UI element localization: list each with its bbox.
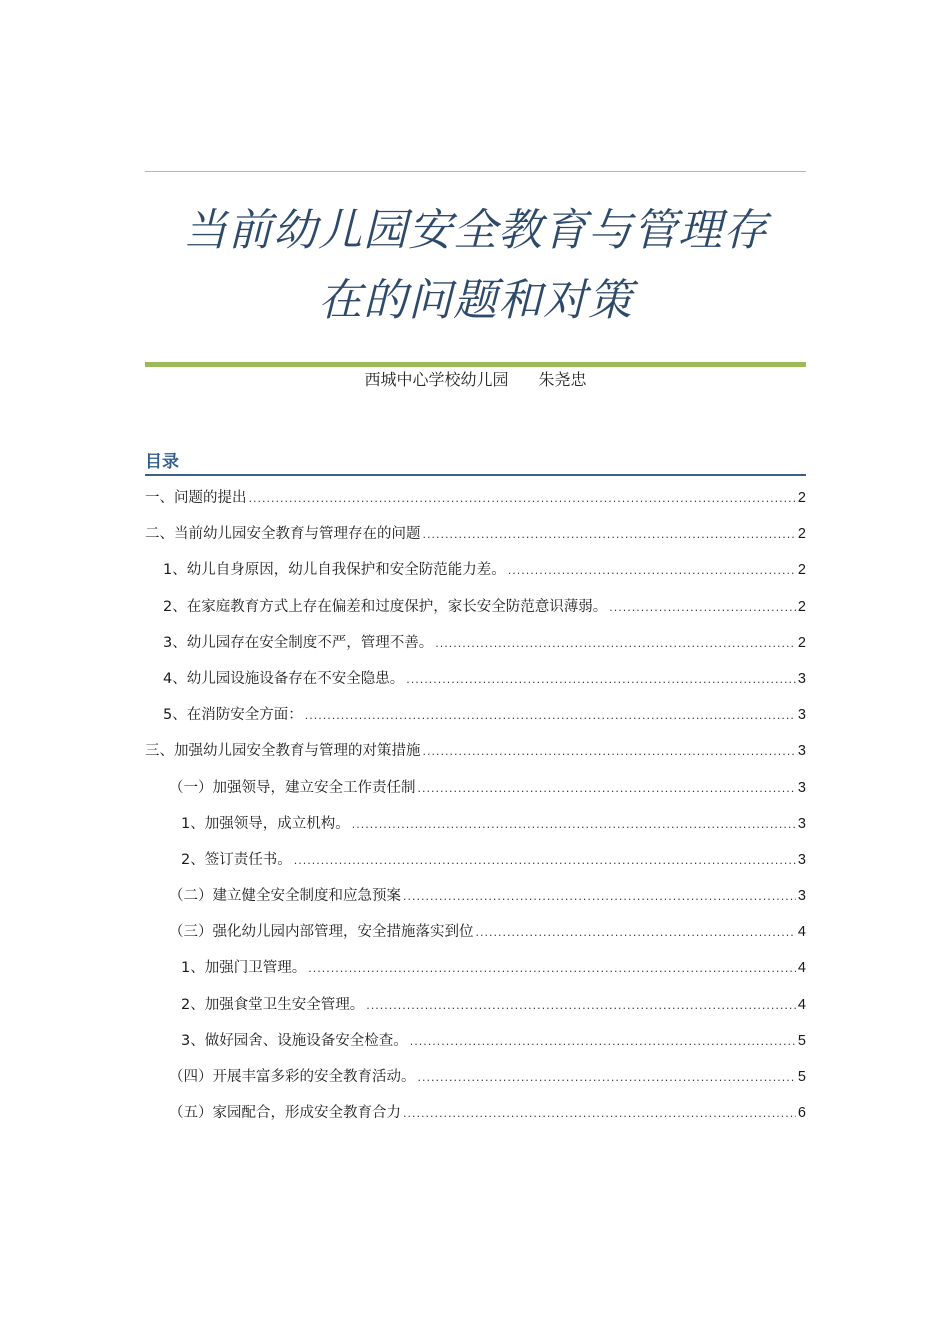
toc-entry-text: （二）建立健全安全制度和应急预案 [169, 888, 401, 905]
toc-page-number: 5 [797, 1032, 806, 1049]
toc-page-number: 2 [797, 598, 806, 615]
toc-entry[interactable] [145, 806, 806, 842]
title-line-1: 当前幼儿园安全教育与管理存 [183, 205, 768, 256]
toc-dot-leader [435, 626, 796, 662]
toc-page-number: 3 [797, 815, 806, 832]
toc-entry[interactable] [145, 516, 806, 552]
toc-entry-text: 1、加强领导，成立机构。 [181, 815, 350, 832]
toc-page-number: 2 [797, 526, 806, 543]
toc-dot-leader [423, 734, 796, 770]
toc-heading-rule [145, 474, 806, 476]
toc-entry-text: （五）家园配合，形成安全教育合力 [169, 1105, 401, 1122]
toc-page-number: 4 [797, 996, 806, 1013]
toc-entry[interactable] [145, 1023, 806, 1059]
toc-entry-text: 一、问题的提出 [145, 490, 247, 506]
toc-entry-text: 1、加强门卫管理。 [181, 960, 307, 977]
toc-entry-text: （一）加强领导，建立安全工作责任制 [169, 779, 416, 796]
toc-dot-leader [418, 771, 796, 807]
toc-dot-leader [305, 698, 796, 734]
toc-dot-leader [410, 1024, 796, 1060]
toc-page-number: 3 [797, 670, 806, 687]
toc-entry-text: 2、签订责任书。 [181, 851, 292, 868]
toc-entry[interactable] [145, 697, 806, 733]
toc-entry[interactable] [145, 733, 806, 769]
toc-entry[interactable] [145, 950, 806, 986]
toc-page-number: 3 [797, 743, 806, 760]
toc-entry-text: 3、做好园舍、设施设备安全检查。 [181, 1032, 408, 1049]
toc-entry-text: 4、幼儿园设施设备存在不安全隐患。 [163, 670, 405, 687]
toc-entry[interactable] [145, 1095, 806, 1131]
toc-entry-text: 3、幼儿园存在安全制度不严，管理不善。 [163, 634, 434, 651]
toc-page-number: 4 [797, 960, 806, 977]
document-title [145, 196, 806, 336]
toc-page-number: 2 [797, 562, 806, 579]
toc-dot-leader [294, 843, 796, 879]
title-underline [145, 362, 806, 367]
toc-entry[interactable] [145, 625, 806, 661]
toc-page-number: 2 [797, 490, 806, 506]
toc-entry[interactable] [145, 987, 806, 1023]
author-organization: 西城中心学校幼儿园 [364, 370, 509, 389]
toc-dot-leader [423, 517, 796, 553]
toc-dot-leader [476, 915, 796, 951]
toc-dot-leader [366, 988, 796, 1024]
toc-page-number: 3 [797, 707, 806, 724]
toc-entry[interactable] [145, 480, 806, 516]
toc-dot-leader [406, 662, 796, 698]
toc-dot-leader [403, 879, 796, 915]
toc-page-number: 3 [797, 888, 806, 905]
toc-entry-text: 1、幼儿自身原因，幼儿自我保护和安全防范能力差。 [163, 562, 506, 579]
toc-page-number: 3 [797, 851, 806, 868]
toc-page-number: 2 [797, 634, 806, 651]
toc-dot-leader [352, 807, 796, 843]
toc-heading: 目录 [145, 452, 179, 472]
toc-dot-leader [249, 481, 796, 517]
toc-entry-text: 三、加强幼儿园安全教育与管理的对策措施 [145, 743, 421, 760]
top-divider [145, 171, 806, 172]
toc-page-number: 4 [797, 924, 806, 941]
toc-entry[interactable] [145, 1059, 806, 1095]
toc-dot-leader [418, 1060, 796, 1096]
author-name: 朱尧忠 [538, 370, 587, 389]
toc-dot-leader [308, 951, 796, 987]
toc-entry-text: （四）开展丰富多彩的安全教育活动。 [169, 1069, 416, 1085]
toc-entry-text: 2、在家庭教育方式上存在偏差和过度保护，家长安全防范意识薄弱。 [163, 598, 608, 615]
toc-entry[interactable] [145, 914, 806, 950]
author-line [145, 368, 806, 392]
toc-entry[interactable] [145, 661, 806, 697]
toc-entry-text: 二、当前幼儿园安全教育与管理存在的问题 [145, 526, 421, 543]
toc-dot-leader [403, 1096, 796, 1132]
toc-page-number: 3 [797, 779, 806, 796]
toc-entry-text: 5、在消防安全方面： [163, 707, 303, 724]
toc-dot-leader [508, 553, 796, 589]
toc-entry[interactable] [145, 552, 806, 588]
toc-entry-text: 2、加强食堂卫生安全管理。 [181, 996, 365, 1013]
toc-page-number: 6 [797, 1105, 806, 1122]
title-line-2: 在的问题和对策 [318, 275, 633, 326]
table-of-contents [145, 480, 806, 1131]
toc-page-number: 5 [797, 1069, 806, 1085]
toc-entry[interactable] [145, 589, 806, 625]
toc-entry-text: （三）强化幼儿园内部管理，安全措施落实到位 [169, 924, 474, 941]
toc-entry[interactable] [145, 842, 806, 878]
toc-entry[interactable] [145, 878, 806, 914]
toc-entry[interactable] [145, 770, 806, 806]
toc-dot-leader [609, 590, 796, 626]
